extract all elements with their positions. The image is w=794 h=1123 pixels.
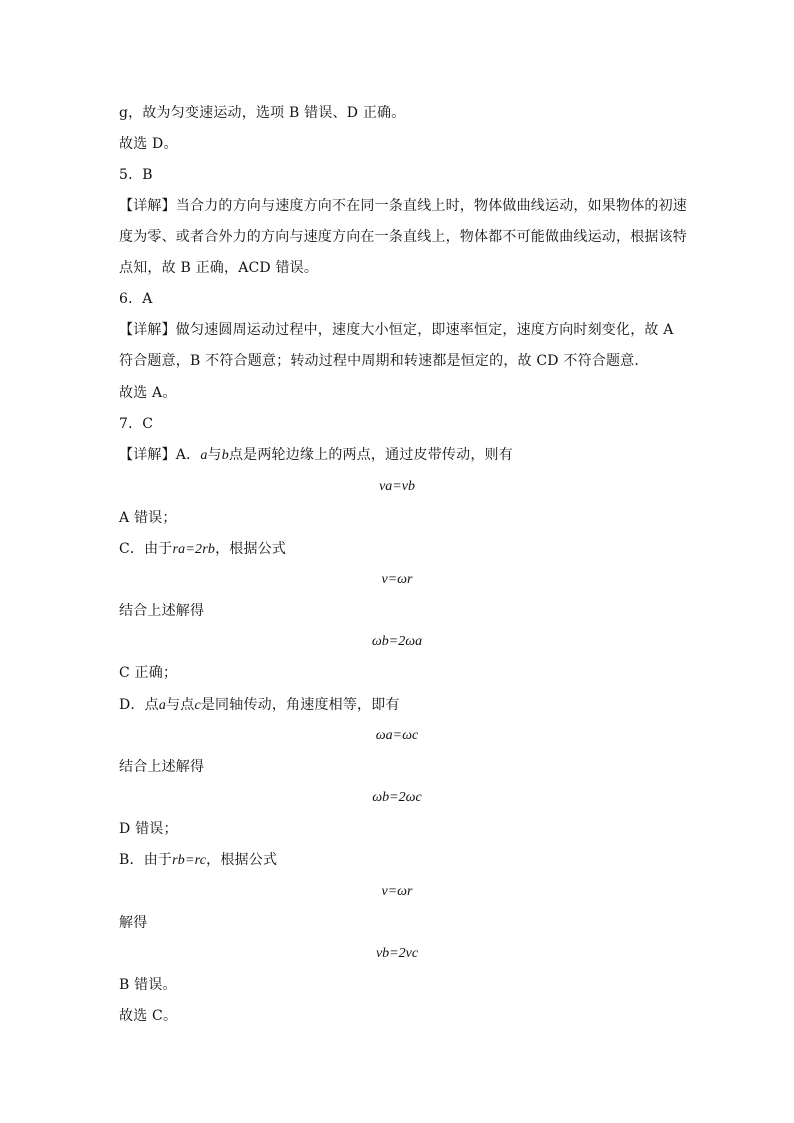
variable: b (221, 448, 229, 463)
explanation-line (119, 851, 277, 870)
explanation-line (119, 696, 400, 715)
explanation-line: 【详解】做匀速圆周运动过程中，速度大小恒定，即速率恒定，速度方向时刻变化，故 A (119, 322, 674, 338)
text-fragment: 与点 (166, 697, 195, 713)
text-fragment: 点是两轮边缘上的两点，通过皮带传动，则有 (228, 447, 513, 463)
text-line: 故选 A。 (119, 385, 177, 401)
text-line: A 错误； (119, 510, 177, 526)
variable: a (158, 698, 167, 713)
text-fragment: D．点 (119, 697, 159, 713)
text-fragment: B．由于 (119, 852, 173, 868)
formula: ωb=2ωa (371, 634, 423, 649)
text-line: 故选 C。 (119, 1008, 178, 1024)
text-line: g，故为匀变速运动，选项 B 错误、D 正确。 (119, 105, 406, 121)
explanation-line: 点知，故 B 正确，ACD 错误。 (119, 260, 319, 276)
question-number: 5．B (119, 167, 153, 183)
text-fragment: ，根据公式 (206, 852, 278, 868)
explanation-line: 度为零、或者合外力的方向与速度方向在一条直线上，物体都不可能做曲线运动，根据该特 (119, 229, 687, 245)
text-line: 故选 D。 (119, 136, 178, 152)
variable: c (194, 698, 201, 713)
text-fragment: 与 (207, 447, 222, 463)
text-fragment: 是同轴传动，角速度相等，即有 (200, 697, 400, 713)
formula: va=vb (379, 479, 415, 494)
text-line: 解得 (119, 915, 148, 931)
text-fragment: C．由于 (119, 541, 173, 557)
variable: a (200, 448, 208, 463)
text-fragment: ，根据公式 (215, 541, 287, 557)
formula: ωa=ωc (375, 728, 419, 743)
text-line: B 错误。 (119, 977, 177, 993)
formula: v=ωr (381, 572, 413, 587)
explanation-line: 【详解】当合力的方向与速度方向不在同一条直线上时，物体做曲线运动，如果物体的初速 (119, 198, 687, 214)
variable: rb=rc (172, 853, 207, 868)
text-line: D 错误； (119, 821, 178, 837)
explanation-line: 符合题意，B 不符合题意；转动过程中周期和转速都是恒定的，故 CD 不符合题意． (119, 353, 649, 369)
question-number: 7．C (119, 416, 154, 432)
formula: v=ωr (381, 884, 413, 899)
formula: ωb=2ωc (372, 790, 422, 805)
text-line: 结合上述解得 (119, 759, 205, 775)
text-line: C 正确； (119, 665, 178, 681)
explanation-line (119, 446, 513, 465)
explanation-line (119, 540, 286, 559)
text-fragment: 【详解】A． (119, 447, 201, 463)
question-number: 6．A (119, 291, 153, 307)
text-line: 结合上述解得 (119, 603, 205, 619)
variable: ra=2rb (172, 542, 216, 557)
formula: vb=2vc (375, 946, 419, 961)
